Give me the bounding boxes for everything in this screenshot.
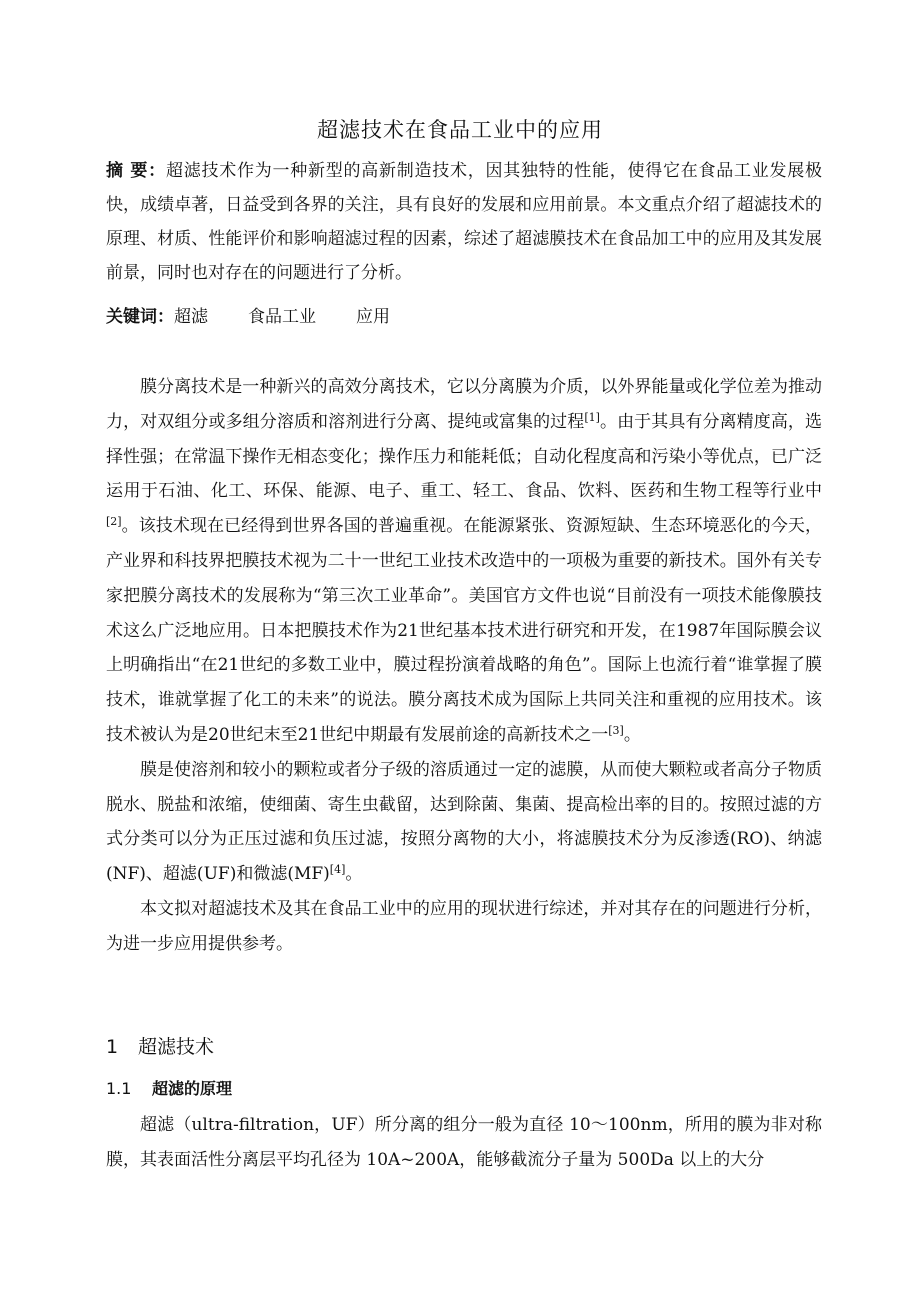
body-text — [106, 370, 822, 962]
keywords — [106, 300, 390, 334]
citation: [4] — [329, 863, 346, 877]
paragraph-4: 超滤（ultra-filtration，UF）所分离的组分一般为直径 10～100nm，所用的膜为非对称膜，其表面活性分离层平均孔径为 10A~200A，能够截流分子量为 500Da 以上的大分 — [106, 1115, 822, 1170]
section-title: 超滤技术 — [138, 1036, 215, 1058]
section-heading — [106, 1032, 214, 1059]
paragraph-text: 。 — [345, 864, 363, 885]
paragraph-1 — [106, 370, 822, 753]
keywords-label: 关键词： — [106, 307, 174, 327]
subsection-heading — [106, 1076, 232, 1099]
subsection-number: 1.1 — [106, 1079, 132, 1098]
paragraph-text: 。由于其具有分离精度高，选择性强；在常温下操作无相态变化；操作压力和能耗低；自动化程度高和污染小等优点，已广泛运用于石油、化工、环保、能源、电子、重工、轻工、食品、饮料、医药和生物工程等行业中 — [106, 411, 823, 502]
paragraph-text: 膜分离技术是一种新兴的高效分离技术，它以分离膜为介质，以外界能量或化学位差为推动力，对双组分或多组分溶质和溶剂进行分离、提纯或富集的过程 — [106, 377, 822, 432]
paragraph-text: 膜是使溶剂和较小的颗粒或者分子级的溶质通过一定的滤膜，从而使大颗粒或者高分子物质脱水、脱盐和浓缩，使细菌、寄生虫截留，达到除菌、集菌、提高检出率的目的。按照过滤的方式分类可以分为正压过滤和负压过滤，按照分离物的大小，将滤膜技术分为反渗透(RO)、纳滤(NF)、超滤(UF)和微滤(MF) — [106, 759, 822, 885]
citation: [3] — [608, 723, 624, 737]
abstract-label: 摘 要： — [106, 161, 166, 181]
abstract-text: 超滤技术作为一种新型的高新制造技术，因其独特的性能，使得它在食品工业发展极快，成绩卓著，日益受到各界的关注，具有良好的发展和应用前景。本文重点介绍了超滤技术的原理、材质、性能评价和影响超滤过程的因素，综述了超滤膜技术在食品加工中的应用及其发展前景，同时也对存在的问题进行了分析。 — [106, 161, 823, 283]
keyword-item: 超滤 — [174, 307, 208, 327]
section-number: 1 — [106, 1036, 119, 1058]
paragraph-2 — [106, 753, 822, 892]
keyword-item: 应用 — [356, 307, 390, 327]
citation: [1] — [584, 410, 600, 424]
citation: [2] — [106, 515, 122, 529]
paragraph-text: 。 — [623, 724, 641, 745]
paper-title: 超滤技术在食品工业中的应用 — [317, 118, 603, 142]
subsection-title: 超滤的原理 — [152, 1079, 233, 1098]
keyword-item: 食品工业 — [248, 307, 316, 327]
paragraph-3: 本文拟对超滤技术及其在食品工业中的应用的现状进行综述，并对其存在的问题进行分析，为进一步应用提供参考。 — [106, 898, 822, 954]
paragraph-text: 。该技术现在已经得到世界各国的普遍重视。在能源紧张、资源短缺、生态环境恶化的今天，产业界和科技界把膜技术视为二十一世纪工业技术改造中的一项极为重要的新技术。国外有关专家把膜分离技术的发展称为“第三次工业革命”。美国官方文件也说“目前没有一项技术能像膜技术这么广泛地应用。日本把膜技术作为21世纪基本技术进行研究和开发，在1987年国际膜会议上明确指出“在21世纪的多数工业中，膜过程扮演着战略的角色”。国际上也流行着“谁掌握了膜技术，谁就掌握了化工的未来”的说法。膜分离技术成为国际上共同关注和重视的应用技术。该技术被认为是20世纪末至21世纪中期最有发展前途的高新技术之一 — [106, 516, 822, 745]
abstract — [106, 154, 822, 290]
